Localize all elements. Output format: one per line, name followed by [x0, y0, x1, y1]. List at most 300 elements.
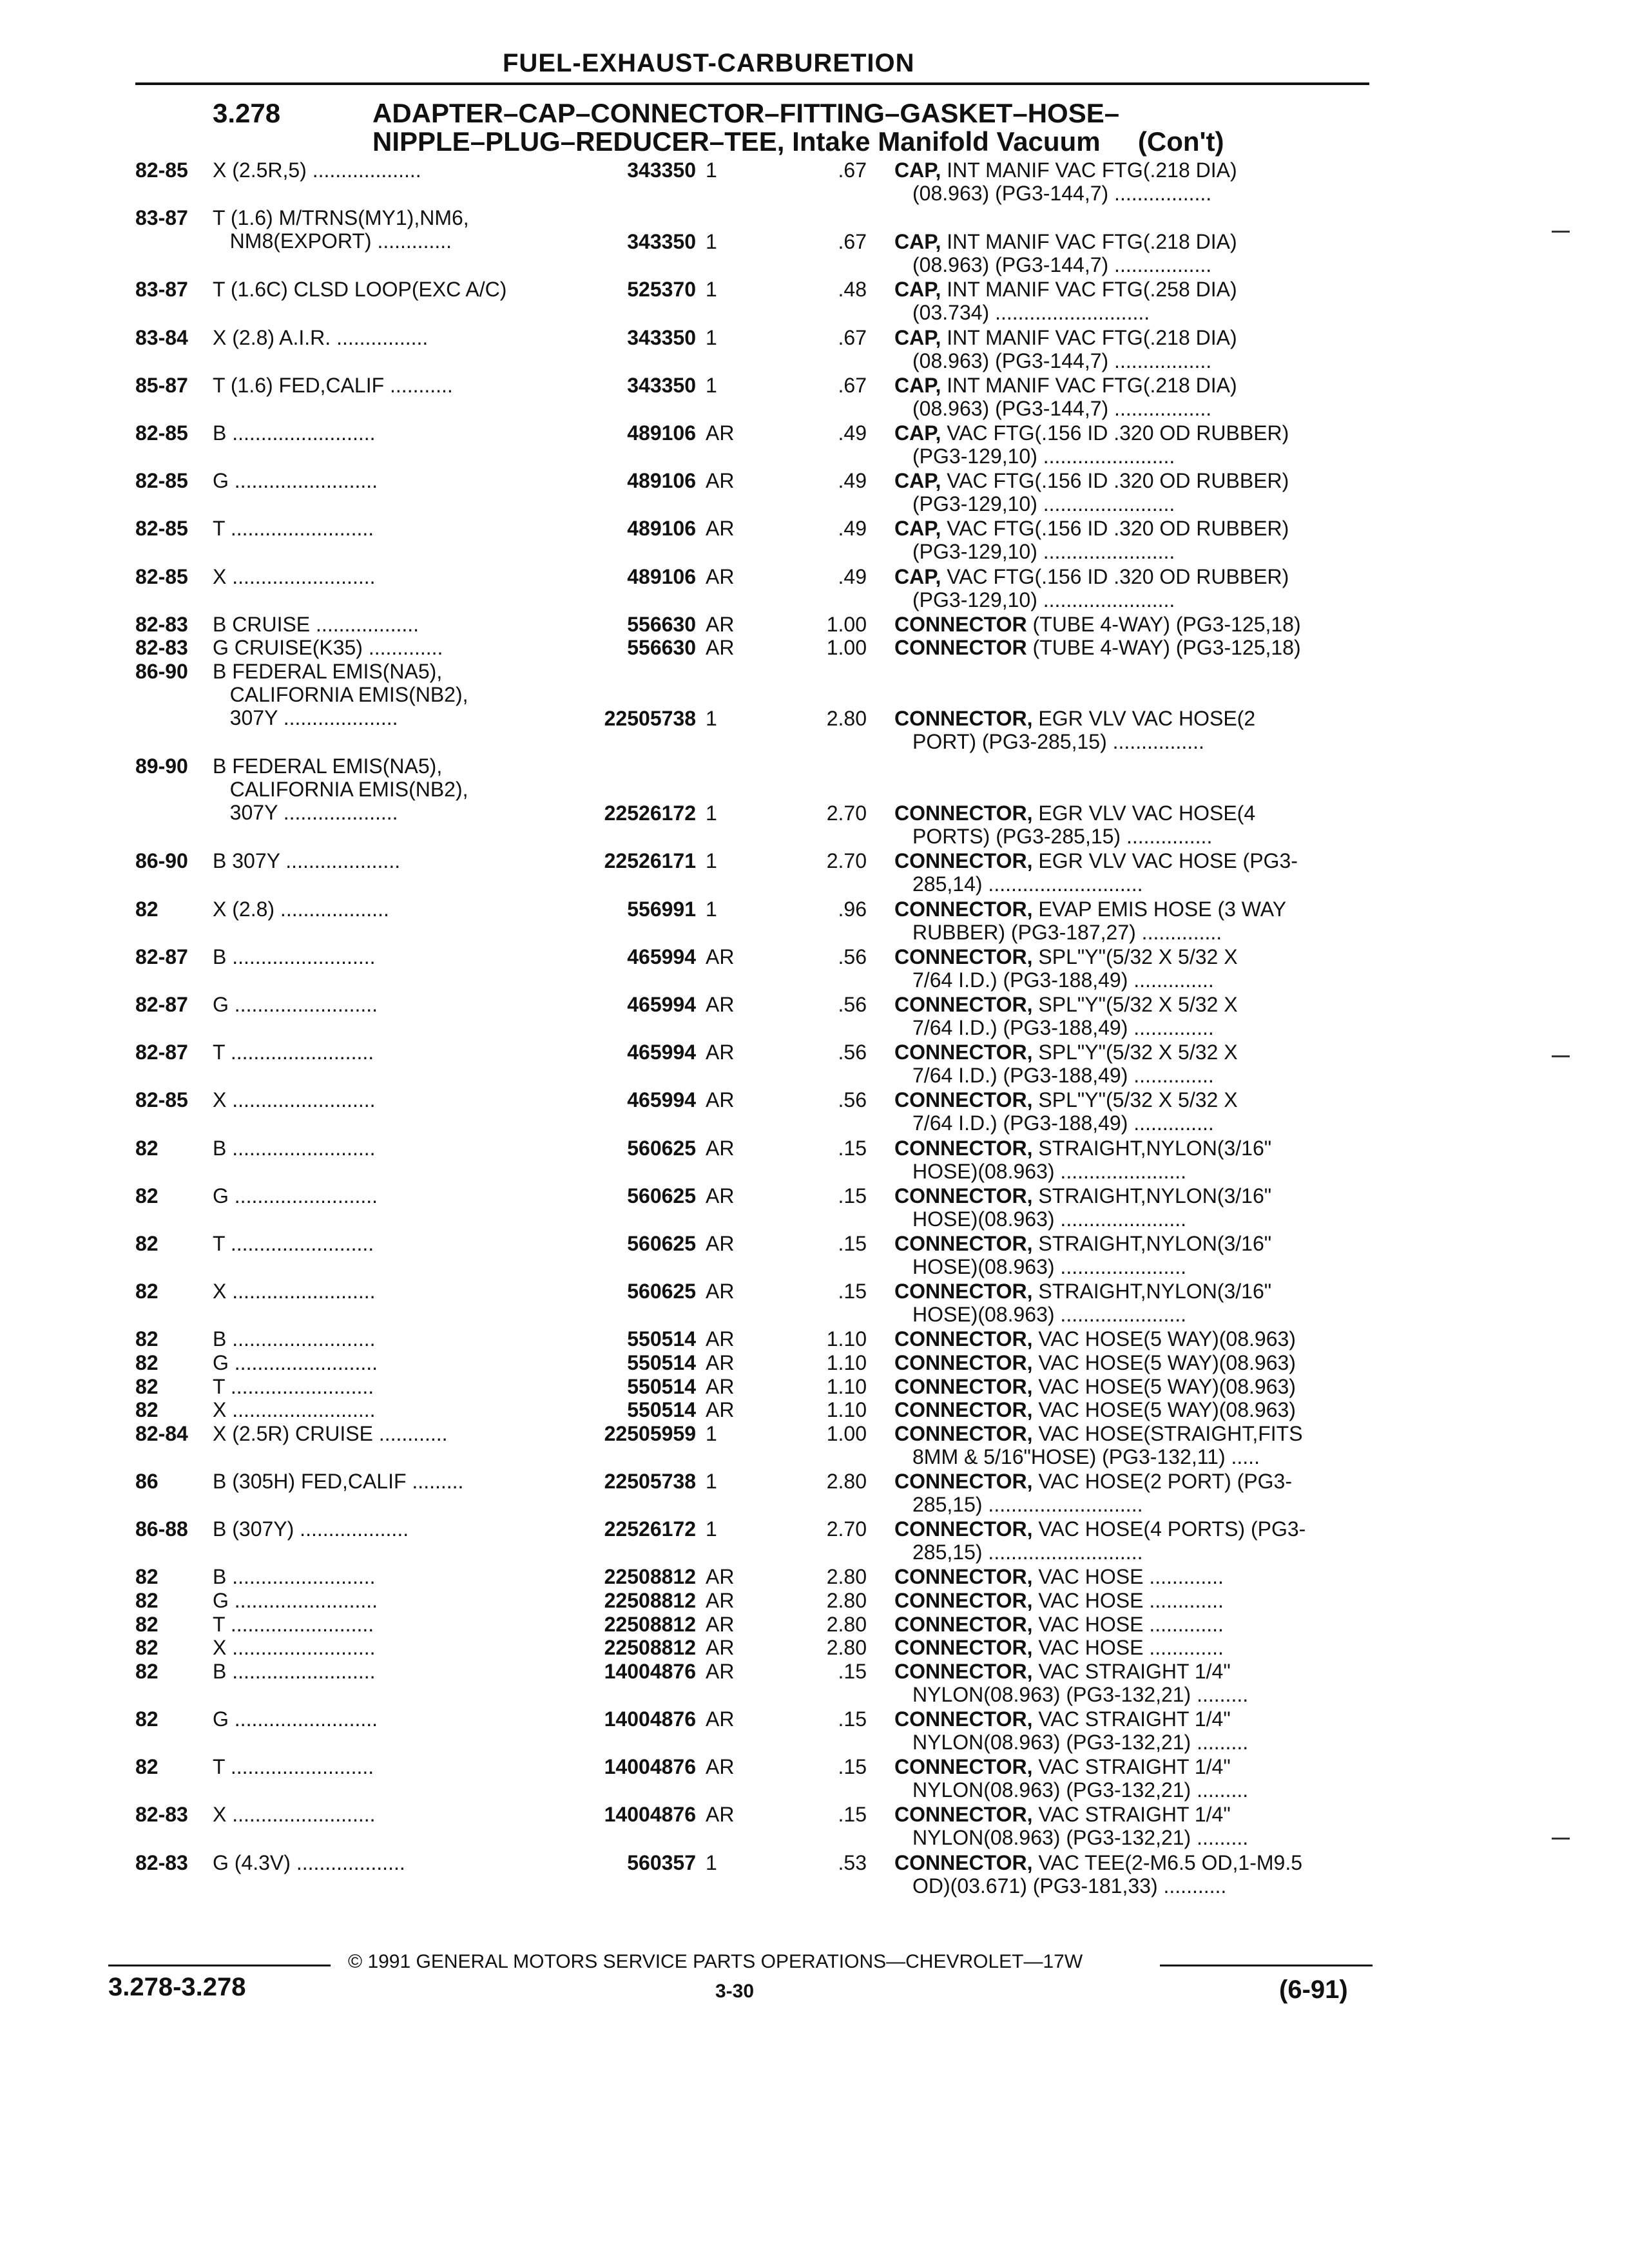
quantity: AR — [706, 1565, 735, 1588]
part-description — [894, 1707, 1358, 1754]
description-line — [894, 374, 1358, 397]
description-text: EGR VLV VAC HOSE(2 — [1032, 707, 1256, 730]
part-number: 22505959 — [604, 1422, 696, 1445]
description-line — [894, 1613, 1358, 1636]
description-continuation: (03.734) ........................... — [912, 301, 1150, 324]
description-keyword: CONNECTOR, — [894, 802, 1033, 825]
model-application — [213, 1517, 561, 1541]
model-line: X (2.5R) CRUISE ............ — [213, 1422, 448, 1445]
footer-revision: (6-91) — [1279, 1975, 1348, 2004]
model-year: 82-87 — [135, 993, 188, 1016]
model-line: CALIFORNIA EMIS(NB2), — [213, 683, 468, 706]
description-line — [894, 278, 1358, 301]
part-description — [894, 1375, 1358, 1398]
description-text: VAC HOSE(2 PORT) (PG3- — [1032, 1470, 1292, 1493]
part-number: 22505738 — [604, 1470, 696, 1493]
quantity: 1 — [706, 707, 717, 730]
model-year: 82-87 — [135, 945, 188, 968]
price: 1.00 — [826, 636, 867, 659]
description-continuation: NYLON(08.963) (PG3-132,21) ......... — [912, 1683, 1249, 1706]
model-application — [213, 1755, 561, 1778]
part-description — [894, 230, 1358, 276]
description-text: VAC FTG(.156 ID .320 OD RUBBER) — [941, 565, 1289, 588]
description-line — [894, 1707, 1358, 1731]
price: .49 — [838, 565, 867, 588]
model-year: 82 — [135, 1280, 159, 1303]
part-number: 343350 — [627, 374, 696, 397]
quantity: 1 — [706, 159, 717, 182]
description-continuation: 7/64 I.D.) (PG3-188,49) .............. — [912, 1064, 1214, 1087]
model-application — [213, 613, 561, 636]
model-line: B ......................... — [213, 1137, 376, 1160]
description-line — [894, 1517, 1358, 1541]
price: .56 — [838, 945, 867, 968]
model-application — [213, 1280, 561, 1303]
description-text: VAC HOSE(5 WAY)(08.963) — [1032, 1398, 1296, 1421]
description-line — [894, 1375, 1358, 1398]
part-number: 550514 — [627, 1375, 696, 1398]
description-text: STRAIGHT,NYLON(3/16" — [1032, 1184, 1272, 1207]
part-description — [894, 1517, 1358, 1564]
description-keyword: CONNECTOR, — [894, 993, 1033, 1016]
description-continuation: NYLON(08.963) (PG3-132,21) ......... — [912, 1731, 1249, 1754]
model-line: G (4.3V) ................... — [213, 1851, 405, 1874]
description-keyword: CONNECTOR, — [894, 945, 1033, 968]
description-text: (TUBE 4-WAY) (PG3-125,18) — [1027, 613, 1301, 636]
description-continuation: HOSE)(08.963) ...................... — [912, 1255, 1187, 1278]
part-number: 465994 — [627, 993, 696, 1016]
description-text: EGR VLV VAC HOSE (PG3- — [1032, 849, 1298, 872]
model-year: 82 — [135, 1707, 159, 1731]
part-number: 550514 — [627, 1351, 696, 1374]
model-application — [213, 993, 561, 1016]
part-description — [894, 1613, 1358, 1636]
description-keyword: CONNECTOR, — [894, 1232, 1033, 1255]
section-title-line2: NIPPLE–PLUG–REDUCER–TEE, Intake Manifold Vacuum (Con't) — [372, 126, 1224, 157]
model-line: B ......................... — [213, 1565, 376, 1588]
model-year: 82 — [135, 1327, 159, 1350]
quantity: 1 — [706, 802, 717, 825]
model-line: T ......................... — [213, 1613, 374, 1636]
description-continuation: (PG3-129,10) ....................... — [912, 492, 1175, 515]
description-keyword: CONNECTOR, — [894, 1636, 1033, 1659]
model-application — [213, 278, 561, 301]
description-keyword: CAP, — [894, 374, 941, 397]
model-line: X ......................... — [213, 1803, 376, 1826]
description-text: VAC STRAIGHT 1/4" — [1032, 1707, 1231, 1731]
model-application — [213, 1422, 561, 1445]
part-description — [894, 565, 1358, 611]
model-year: 85-87 — [135, 374, 188, 397]
model-year: 82 — [135, 1232, 159, 1255]
price: .49 — [838, 421, 867, 445]
quantity: AR — [706, 1613, 735, 1636]
price: .15 — [838, 1232, 867, 1255]
description-continuation: (08.963) (PG3-144,7) ................. — [912, 349, 1212, 372]
price: .49 — [838, 517, 867, 540]
model-application — [213, 1351, 561, 1374]
description-continuation: PORTS) (PG3-285,15) ............... — [912, 825, 1213, 848]
model-line: B 307Y .................... — [213, 849, 401, 872]
description-line — [894, 1422, 1358, 1445]
quantity: AR — [706, 1660, 735, 1683]
quantity: 1 — [706, 326, 717, 349]
description-keyword: CONNECTOR, — [894, 707, 1033, 730]
description-keyword: CONNECTOR, — [894, 1422, 1033, 1445]
description-keyword: CAP, — [894, 517, 941, 540]
model-application — [213, 1375, 561, 1398]
part-description — [894, 1351, 1358, 1374]
description-text: INT MANIF VAC FTG(.218 DIA) — [941, 374, 1237, 397]
part-description — [894, 1755, 1358, 1802]
model-line: X (2.8) A.I.R. ................ — [213, 326, 429, 349]
description-line — [894, 230, 1358, 253]
description-line — [894, 421, 1358, 445]
description-text: STRAIGHT,NYLON(3/16" — [1032, 1280, 1272, 1303]
part-description — [894, 849, 1358, 896]
model-line: NM8(EXPORT) ............. — [213, 229, 452, 253]
description-continuation: 7/64 I.D.) (PG3-188,49) .............. — [912, 1111, 1214, 1135]
description-continuation: 285,14) ........................... — [912, 872, 1143, 896]
description-line — [894, 159, 1358, 182]
price: 1.10 — [826, 1398, 867, 1421]
model-application — [213, 1613, 561, 1636]
model-application — [213, 1707, 561, 1731]
description-text: VAC HOSE(5 WAY)(08.963) — [1032, 1351, 1296, 1374]
description-keyword: CONNECTOR, — [894, 1184, 1033, 1207]
part-description — [894, 802, 1358, 848]
description-continuation: NYLON(08.963) (PG3-132,21) ......... — [912, 1778, 1249, 1802]
section-title-line1: ADAPTER–CAP–CONNECTOR–FITTING–GASKET–HOSE– — [372, 98, 1120, 128]
description-continuation: RUBBER) (PG3-187,27) .............. — [912, 921, 1222, 944]
description-text: VAC HOSE ............. — [1032, 1589, 1224, 1612]
part-number: 14004876 — [604, 1755, 696, 1778]
quantity: AR — [706, 565, 735, 588]
part-description — [894, 326, 1358, 372]
description-text: VAC HOSE(5 WAY)(08.963) — [1032, 1375, 1296, 1398]
description-text: VAC HOSE ............. — [1032, 1565, 1224, 1588]
part-description — [894, 1398, 1358, 1421]
model-line: X (2.8) ................... — [213, 898, 389, 921]
model-line: X ......................... — [213, 1636, 376, 1659]
footer-copyright: © 1991 GENERAL MOTORS SERVICE PARTS OPERATIONS—CHEVROLET—17W — [348, 1951, 1083, 1972]
model-application — [213, 1184, 561, 1207]
model-year: 86-90 — [135, 660, 188, 683]
part-description — [894, 374, 1358, 420]
model-line: B FEDERAL EMIS(NA5), — [213, 660, 443, 683]
part-number: 22526171 — [604, 849, 696, 872]
model-year: 83-87 — [135, 206, 188, 229]
description-keyword: CONNECTOR, — [894, 1280, 1033, 1303]
model-line: CALIFORNIA EMIS(NB2), — [213, 778, 468, 801]
model-year: 86-90 — [135, 849, 188, 872]
description-line — [894, 1398, 1358, 1421]
price: .67 — [838, 326, 867, 349]
description-continuation: 7/64 I.D.) (PG3-188,49) .............. — [912, 968, 1214, 992]
quantity: AR — [706, 1137, 735, 1160]
description-keyword: CONNECTOR, — [894, 1398, 1033, 1421]
description-continuation: 285,15) ........................... — [912, 1493, 1143, 1516]
description-line — [894, 613, 1358, 636]
model-year: 82-85 — [135, 159, 188, 182]
part-number: 22508812 — [604, 1636, 696, 1659]
part-number: 22508812 — [604, 1565, 696, 1588]
model-application — [213, 1232, 561, 1255]
part-description — [894, 993, 1358, 1039]
price: 2.80 — [826, 1470, 867, 1493]
price: .49 — [838, 469, 867, 492]
quantity: AR — [706, 421, 735, 445]
price: 2.80 — [826, 707, 867, 730]
description-text: STRAIGHT,NYLON(3/16" — [1032, 1232, 1272, 1255]
model-line: T ......................... — [213, 1232, 374, 1255]
model-application — [213, 1137, 561, 1160]
model-line: B (307Y) ................... — [213, 1517, 409, 1541]
part-number: 556630 — [627, 636, 696, 659]
quantity: 1 — [706, 1517, 717, 1541]
description-continuation: OD)(03.671) (PG3-181,33) ........... — [912, 1874, 1227, 1898]
model-year: 82-83 — [135, 1803, 188, 1826]
description-keyword: CAP, — [894, 421, 941, 445]
description-line — [894, 1565, 1358, 1588]
description-continuation: 7/64 I.D.) (PG3-188,49) .............. — [912, 1016, 1214, 1039]
description-line — [894, 898, 1358, 921]
part-number: 343350 — [627, 230, 696, 253]
description-line — [894, 849, 1358, 872]
description-continuation: (08.963) (PG3-144,7) ................. — [912, 182, 1212, 205]
model-application — [213, 421, 561, 445]
description-line — [894, 1041, 1358, 1064]
price: 2.80 — [826, 1636, 867, 1659]
model-application — [213, 1851, 561, 1874]
part-number: 560625 — [627, 1232, 696, 1255]
model-year: 86 — [135, 1470, 159, 1493]
quantity: 1 — [706, 1470, 717, 1493]
quantity: AR — [706, 1327, 735, 1350]
quantity: 1 — [706, 230, 717, 253]
description-keyword: CAP, — [894, 469, 941, 492]
price: 1.10 — [826, 1375, 867, 1398]
price: .15 — [838, 1755, 867, 1778]
part-description — [894, 1327, 1358, 1350]
part-description — [894, 278, 1358, 324]
price: .67 — [838, 230, 867, 253]
model-application — [213, 1803, 561, 1826]
model-application — [213, 849, 561, 872]
price: .56 — [838, 1088, 867, 1111]
quantity: 1 — [706, 1851, 717, 1874]
part-description — [894, 1636, 1358, 1659]
model-application — [213, 636, 561, 659]
model-year: 82 — [135, 1351, 159, 1374]
description-text: STRAIGHT,NYLON(3/16" — [1032, 1137, 1272, 1160]
quantity: AR — [706, 1041, 735, 1064]
model-year: 82 — [135, 1184, 159, 1207]
model-application — [213, 1636, 561, 1659]
model-year: 82-85 — [135, 469, 188, 492]
part-number: 14004876 — [604, 1803, 696, 1826]
part-number: 489106 — [627, 421, 696, 445]
model-line: B ......................... — [213, 1327, 376, 1350]
description-keyword: CONNECTOR, — [894, 1517, 1033, 1541]
footer-page-number: 3-30 — [715, 1981, 755, 2002]
model-year: 82 — [135, 1589, 159, 1612]
quantity: AR — [706, 945, 735, 968]
description-line — [894, 1184, 1358, 1207]
part-description — [894, 1280, 1358, 1326]
model-year: 82-84 — [135, 1422, 188, 1445]
description-line — [894, 565, 1358, 588]
model-year: 83-84 — [135, 326, 188, 349]
description-text: VAC HOSE(STRAIGHT,FITS — [1032, 1422, 1303, 1445]
margin-mark — [1552, 1838, 1570, 1840]
description-text: VAC HOSE(5 WAY)(08.963) — [1032, 1327, 1296, 1350]
model-line: G CRUISE(K35) ............. — [213, 636, 443, 659]
quantity: 1 — [706, 278, 717, 301]
model-application — [213, 469, 561, 492]
model-line: B ......................... — [213, 421, 376, 445]
part-number: 22505738 — [604, 707, 696, 730]
model-application — [213, 1041, 561, 1064]
price: 1.10 — [826, 1327, 867, 1350]
model-application — [213, 1327, 561, 1350]
model-line: B ......................... — [213, 945, 376, 968]
part-number: 343350 — [627, 159, 696, 182]
model-line: T ......................... — [213, 1375, 374, 1398]
model-year: 82 — [135, 1565, 159, 1588]
price: .56 — [838, 1041, 867, 1064]
model-application — [213, 660, 561, 729]
model-year: 82-85 — [135, 1088, 188, 1111]
part-description — [894, 898, 1358, 944]
description-line — [894, 1803, 1358, 1826]
description-text: VAC HOSE ............. — [1032, 1613, 1224, 1636]
description-line — [894, 517, 1358, 540]
quantity: AR — [706, 1280, 735, 1303]
price: 2.80 — [826, 1613, 867, 1636]
part-description — [894, 1041, 1358, 1087]
price: .56 — [838, 993, 867, 1016]
description-keyword: CONNECTOR, — [894, 849, 1033, 872]
model-line: G ......................... — [213, 993, 378, 1016]
quantity: AR — [706, 1803, 735, 1826]
model-application — [213, 374, 561, 397]
description-line — [894, 1137, 1358, 1160]
model-line: T ......................... — [213, 1041, 374, 1064]
model-line: T ......................... — [213, 1755, 374, 1778]
description-text: VAC STRAIGHT 1/4" — [1032, 1660, 1231, 1683]
price: 2.70 — [826, 802, 867, 825]
model-line: G ......................... — [213, 1351, 378, 1374]
model-line: B (305H) FED,CALIF ......... — [213, 1470, 464, 1493]
model-application — [213, 898, 561, 921]
description-keyword: CONNECTOR, — [894, 1589, 1033, 1612]
description-text: VAC STRAIGHT 1/4" — [1032, 1803, 1231, 1826]
description-keyword: CONNECTOR, — [894, 1137, 1033, 1160]
description-text: VAC HOSE(4 PORTS) (PG3- — [1032, 1517, 1306, 1541]
description-continuation: NYLON(08.963) (PG3-132,21) ......... — [912, 1826, 1249, 1849]
quantity: AR — [706, 1375, 735, 1398]
description-keyword: CAP, — [894, 565, 941, 588]
part-description — [894, 613, 1358, 636]
footer-rule-right — [1160, 1965, 1373, 1966]
description-text: (TUBE 4-WAY) (PG3-125,18) — [1027, 636, 1301, 659]
model-year: 89-90 — [135, 754, 188, 778]
description-text: VAC FTG(.156 ID .320 OD RUBBER) — [941, 469, 1289, 492]
model-year: 82-85 — [135, 517, 188, 540]
part-description — [894, 1565, 1358, 1588]
description-keyword: CONNECTOR, — [894, 1327, 1033, 1350]
description-continuation: PORT) (PG3-285,15) ................ — [912, 730, 1204, 753]
description-keyword: CONNECTOR, — [894, 1613, 1033, 1636]
model-year: 86-88 — [135, 1517, 188, 1541]
part-number: 560625 — [627, 1184, 696, 1207]
part-number: 525370 — [627, 278, 696, 301]
part-number: 343350 — [627, 326, 696, 349]
quantity: AR — [706, 1351, 735, 1374]
description-line — [894, 707, 1358, 730]
description-line — [894, 802, 1358, 825]
model-line: G ......................... — [213, 1707, 378, 1731]
description-line — [894, 1232, 1358, 1255]
model-year: 82 — [135, 898, 159, 921]
quantity: AR — [706, 1088, 735, 1111]
quantity: AR — [706, 636, 735, 659]
description-text: VAC STRAIGHT 1/4" — [1032, 1755, 1231, 1778]
description-keyword: CAP, — [894, 326, 941, 349]
description-continuation: HOSE)(08.963) ...................... — [912, 1207, 1187, 1231]
model-year: 82 — [135, 1613, 159, 1636]
price: .67 — [838, 374, 867, 397]
description-line — [894, 1636, 1358, 1659]
description-keyword: CAP, — [894, 159, 941, 182]
part-description — [894, 945, 1358, 992]
quantity: AR — [706, 1636, 735, 1659]
model-line: X ......................... — [213, 1088, 376, 1111]
model-year: 82 — [135, 1137, 159, 1160]
quantity: AR — [706, 1184, 735, 1207]
description-keyword: CONNECTOR, — [894, 898, 1033, 921]
description-keyword: CONNECTOR — [894, 613, 1027, 636]
model-year: 82 — [135, 1636, 159, 1659]
price: 2.70 — [826, 849, 867, 872]
description-continuation: (08.963) (PG3-144,7) ................. — [912, 253, 1212, 276]
model-line: B FEDERAL EMIS(NA5), — [213, 754, 443, 778]
model-application — [213, 159, 561, 182]
margin-mark — [1552, 1055, 1570, 1057]
part-description — [894, 517, 1358, 563]
price: 2.80 — [826, 1565, 867, 1588]
part-description — [894, 1803, 1358, 1849]
description-keyword: CONNECTOR, — [894, 1707, 1033, 1731]
part-number: 22526172 — [604, 802, 696, 825]
description-keyword: CONNECTOR, — [894, 1088, 1033, 1111]
part-description — [894, 1184, 1358, 1231]
part-description — [894, 1422, 1358, 1468]
part-number: 550514 — [627, 1327, 696, 1350]
model-application — [213, 754, 561, 824]
model-line: X ......................... — [213, 565, 376, 588]
part-description — [894, 1660, 1358, 1706]
price: .15 — [838, 1660, 867, 1683]
description-text: INT MANIF VAC FTG(.218 DIA) — [941, 159, 1237, 182]
description-line — [894, 1851, 1358, 1874]
quantity: AR — [706, 469, 735, 492]
description-line — [894, 1660, 1358, 1683]
quantity: AR — [706, 1755, 735, 1778]
model-line: G ......................... — [213, 469, 378, 492]
price: .15 — [838, 1803, 867, 1826]
